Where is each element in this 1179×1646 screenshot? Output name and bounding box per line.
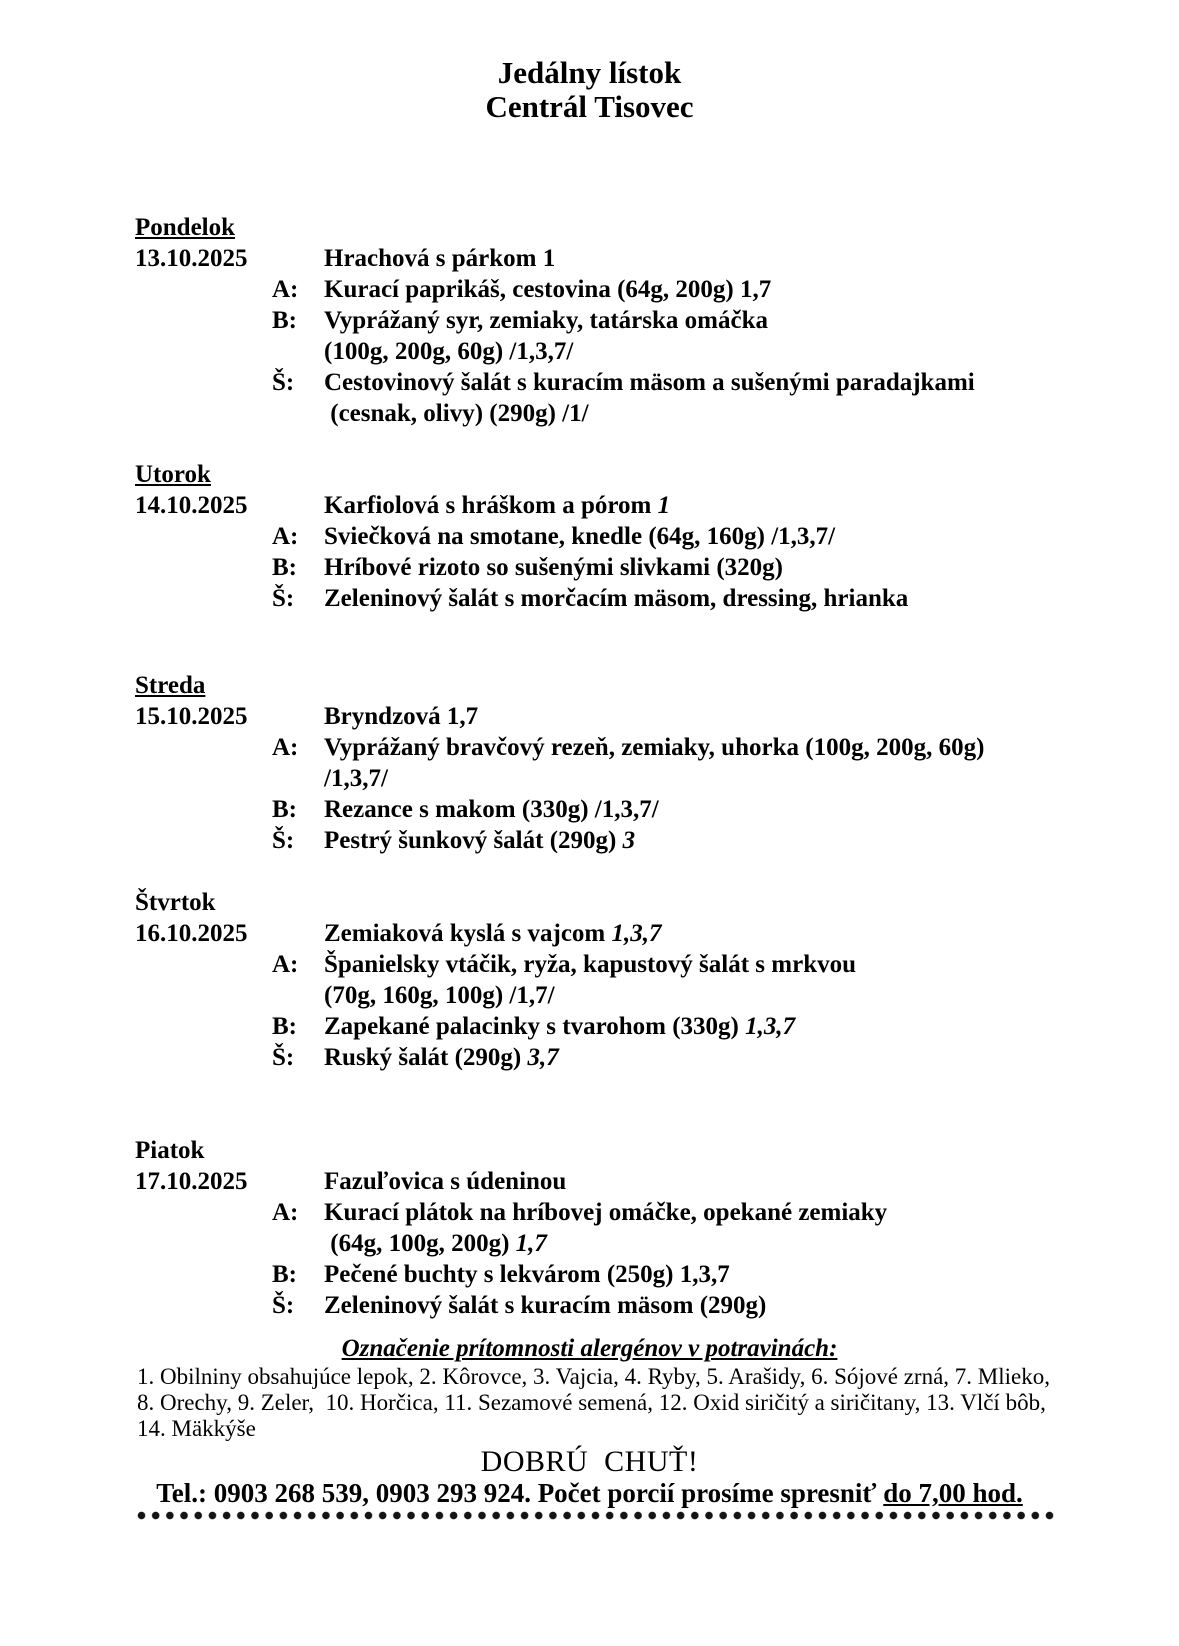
text-segment: Zemiaková kyslá s vajcom (324, 920, 612, 947)
course-label: A: (272, 951, 299, 978)
soup-row (135, 1166, 1149, 1197)
text-segment: 1,3,7 (611, 920, 662, 947)
course-text (324, 274, 1149, 305)
course-label: Š: (272, 1292, 295, 1319)
day-date: 14.10.2025 (135, 492, 248, 519)
text-segment: Hrachová s párkom 1 (324, 245, 556, 272)
text-segment: (100g, 200g, 60g) /1,3,7/ (324, 338, 574, 365)
course-row (135, 1197, 1149, 1228)
day-name: Utorok (135, 461, 211, 488)
text-segment: 1,3,7 (745, 1013, 796, 1040)
course-label: B: (272, 796, 297, 823)
course-row (135, 552, 1149, 583)
soup-name (324, 243, 1149, 274)
course-row (135, 1042, 1149, 1073)
text-segment: Kurací plátok na hríbovej omáčke, opekané zemiaky (324, 1199, 888, 1226)
course-text (324, 398, 1149, 429)
course-label: B: (272, 1013, 297, 1040)
course-text (324, 521, 1149, 552)
day-date: 16.10.2025 (135, 920, 248, 947)
course-text (324, 794, 1149, 825)
course-row (135, 583, 1149, 614)
bon-appetit-text: DOBRÚ CHUŤ! (480, 1445, 699, 1478)
course-label: A: (272, 734, 299, 761)
course-text (324, 1259, 1149, 1290)
text-segment: Pestrý šunkový šalát (290g) (324, 827, 623, 854)
day-date: 13.10.2025 (135, 245, 248, 272)
day-date: 17.10.2025 (135, 1168, 248, 1195)
course-label: A: (272, 1199, 299, 1226)
course-text (324, 980, 1149, 1011)
phone-contact-line (0, 1478, 1179, 1508)
text-segment: Cestovinový šalát s kuracím mäsom a sušenými paradajkami (324, 369, 975, 396)
weekly-menu (0, 212, 1179, 1321)
course-row (135, 732, 1149, 763)
text-segment: Karfiolová s hráškom a pórom (324, 492, 658, 519)
phone-numbers-text: Tel.: 0903 268 539, 0903 293 924. Počet porcií prosíme spresniť (156, 1478, 884, 1508)
text-segment: Fazuľovica s údeninou (324, 1168, 567, 1195)
text-segment: 3 (622, 827, 636, 854)
allergens-section (0, 1333, 1179, 1442)
day-section (135, 887, 1149, 1073)
course-row (135, 763, 1149, 794)
text-segment: Bryndzová 1,7 (324, 703, 479, 730)
course-row (135, 1259, 1149, 1290)
course-label: A: (272, 276, 299, 303)
page-title: Jedálny lístok (497, 55, 682, 90)
text-segment: Zapekané palacinky s tvarohom (330g) (324, 1013, 746, 1040)
text-segment: /1,3,7/ (324, 765, 388, 792)
course-label: Š: (272, 369, 295, 396)
page-subtitle: Centrál Tisovec (485, 89, 694, 124)
allergens-heading: Označenie prítomnosti alergénov v potravinách: (341, 1335, 838, 1362)
course-label: B: (272, 307, 297, 334)
course-text (324, 1042, 1149, 1073)
course-text (324, 336, 1149, 367)
deadline-text: do 7,00 hod. (883, 1478, 1023, 1508)
course-row (135, 521, 1149, 552)
day-name: Streda (135, 672, 206, 699)
text-segment: Vyprážaný bravčový rezeň, zemiaky, uhorka (100g, 200g, 60g) (324, 734, 985, 761)
text-segment: Sviečková na smotane, knedle (64g, 160g) /1,3,7/ (324, 523, 836, 550)
course-label: Š: (272, 827, 295, 854)
course-text (324, 732, 1149, 763)
course-row (135, 367, 1149, 398)
text-segment: Ruský šalát (290g) (324, 1044, 528, 1071)
course-row (135, 980, 1149, 1011)
soup-name (324, 490, 1149, 521)
soup-name (324, 701, 1149, 732)
text-segment: Vyprážaný syr, zemiaky, tatárska omáčka (324, 307, 768, 334)
course-row (135, 336, 1149, 367)
course-row (135, 949, 1149, 980)
course-text (324, 552, 1149, 583)
text-segment: (cesnak, olivy) (290g) /1/ (324, 400, 589, 427)
text-segment: 3,7 (527, 1044, 559, 1071)
soup-name (324, 918, 1149, 949)
course-row (135, 1228, 1149, 1259)
allergens-line: 1. Obilniny obsahujúce lepok, 2. Kôrovce, 3. Vajcia, 4. Ryby, 5. Arašidy, 6. Sójové zrná, 7. Mlieko, (137, 1364, 1050, 1389)
soup-row (135, 243, 1149, 274)
course-text (324, 1011, 1149, 1042)
soup-name (324, 1166, 1149, 1197)
soup-row (135, 701, 1149, 732)
course-text (324, 583, 1149, 614)
course-row (135, 398, 1149, 429)
day-section (135, 212, 1149, 429)
course-text (324, 1228, 1149, 1259)
course-label: Š: (272, 585, 295, 612)
day-section (135, 670, 1149, 856)
course-text (324, 763, 1149, 794)
dotted-separator (137, 1510, 1058, 1521)
text-segment: 1,7 (515, 1230, 547, 1257)
allergens-line: 8. Orechy, 9. Zeler, 10. Horčica, 11. Sezamové semená, 12. Oxid siričitý a siričitany, 13. Vlčí bôb, (137, 1390, 1046, 1415)
allergens-list (0, 1364, 1179, 1442)
text-segment: Zeleninový šalát s kuracím mäsom (290g) (324, 1292, 767, 1319)
course-text (324, 1290, 1149, 1321)
course-row (135, 305, 1149, 336)
text-segment: Rezance s makom (330g) /1,3,7/ (324, 796, 659, 823)
soup-row (135, 490, 1149, 521)
course-text (324, 825, 1149, 856)
course-label: A: (272, 523, 299, 550)
course-text (324, 1197, 1149, 1228)
text-segment: Španielsky vtáčik, ryža, kapustový šalát s mrkvou (324, 951, 857, 978)
day-section (135, 459, 1149, 614)
course-row (135, 274, 1149, 305)
day-date: 15.10.2025 (135, 703, 248, 730)
text-segment: (64g, 100g, 200g) (324, 1230, 516, 1257)
allergens-line: 14. Mäkkýše (137, 1416, 256, 1441)
document-header (0, 56, 1179, 124)
course-label: B: (272, 554, 297, 581)
text-segment: (70g, 160g, 100g) /1,7/ (324, 982, 555, 1009)
day-name: Štvrtok (135, 889, 216, 916)
text-segment: 1 (657, 492, 671, 519)
course-row (135, 825, 1149, 856)
day-section (135, 1135, 1149, 1321)
course-text (324, 949, 1149, 980)
text-segment: Kurací paprikáš, cestovina (64g, 200g) 1,7 (324, 276, 772, 303)
course-text (324, 305, 1149, 336)
text-segment: Zeleninový šalát s morčacím mäsom, dressing, hrianka (324, 585, 909, 612)
course-label: B: (272, 1261, 297, 1288)
text-segment: Pečené buchty s lekvárom (250g) 1,3,7 (324, 1261, 730, 1288)
day-name: Pondelok (135, 214, 236, 241)
course-row (135, 1011, 1149, 1042)
document-footer (0, 1446, 1179, 1521)
course-text (324, 367, 1149, 398)
soup-row (135, 918, 1149, 949)
course-row (135, 1290, 1149, 1321)
text-segment: Hríbové rizoto so sušenými slivkami (320g) (324, 554, 784, 581)
day-name: Piatok (135, 1137, 205, 1164)
course-row (135, 794, 1149, 825)
course-label: Š: (272, 1044, 295, 1071)
